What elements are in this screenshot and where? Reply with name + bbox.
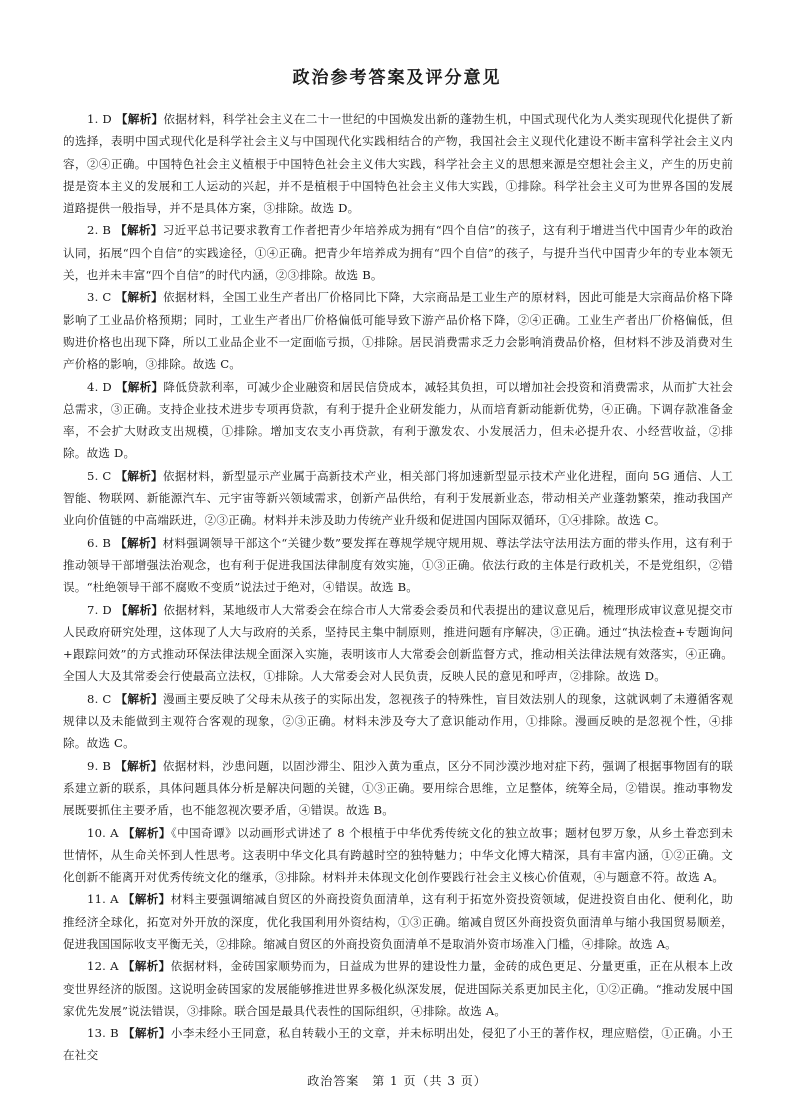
analysis-tag: 【解析】 <box>122 892 171 907</box>
analysis-tag: 【解析】 <box>122 1026 171 1041</box>
answer-text: 依据材料，科学社会主义在二十一世纪的中国焕发出新的蓬勃生机，中国式现代化为人类实现现代化提供了新的选择，表明中国式现代化是科学社会主义与中国现代化实践相结合的产物，我国社会主义现代化建设不断丰富科学社会主义内容，②④正确。中国特色社会主义植根于中国特色社会主义伟大实践，科学社会主义的思想来源是空想社会主义，产生的历史前提是资本主义的发展和工人运动的兴起，并不是植根于中国特色社会主义伟大实践，①排除。科学社会主义可为世界各国的发展道路提供一般指导，并不是具体方案，③排除。故选 D。 <box>63 112 733 216</box>
answer-text: 习近平总书记要求教育工作者把青少年培养成为拥有“四个自信”的孩子，这有利于增进当代中国青少年的政治认同，拓展“四个自信”的实践途径，①④正确。把青少年培养成为拥有“四个自信”的孩子，与提升当代中国青少年的专业本领无关，也并未丰富“四个自信”的时代内涵，②③排除。故选 B。 <box>63 223 733 283</box>
analysis-tag: 【解析】 <box>115 758 163 773</box>
page-title: 政治参考答案及评分意见 <box>292 68 502 88</box>
analysis-tag: 【解析】 <box>122 959 171 974</box>
answer-number: 7. D <box>87 602 112 617</box>
answer-text: 材料强调领导干部这个“关键少数”要发挥在尊规学规守规用规、尊法学法守法用法方面的带头作用，这有利于推动领导干部增强法治观念，也有利于促进我国法律制度有效实施，①③正确。依法行政的主体是行政机关，不是党组织，②错误。“杜绝领导干部不腐败不变质”说法过于绝对，④错误。故选 B。 <box>63 535 733 595</box>
answer-number: 3. C <box>87 290 112 305</box>
answer-item <box>63 219 733 286</box>
answer-text: 依据材料，全国工业生产者出厂价格同比下降，大宗商品是工业生产的原材料，因此可能是大宗商品价格下降影响了工业品价格预期；同时，工业生产者出厂价格偏低可能导致下游产品价格下降，②④正确。工业生产者出厂价格偏低，但购进价格也出现下降，所以工业品企业不一定面临亏损，①排除。居民消费需求乏力会影响消费品价格，但材料不涉及消费对生产价格的影响，③排除。故选 C。 <box>63 290 733 372</box>
answer-number: 5. C <box>87 468 112 483</box>
answer-item <box>63 599 733 688</box>
answer-item <box>63 822 733 889</box>
answer-item <box>63 376 733 465</box>
analysis-tag: 【解析】 <box>115 112 164 126</box>
answer-number: 8. C <box>87 691 112 706</box>
answer-text: 《中国奇谭》以动画形式讲述了 8 个根植于中华优秀传统文化的独立故事；题材包罗万象，从乡土眷恋到未世情怀，从生命关怀到人性思考。这表明中华文化具有跨越时空的独特魅力；中华文化博大精深，具有丰富内涵，①②正确。文化创新不能离开对优秀传统文化的继承，③排除。材料并未体现文化创作要践行社会主义核心价值观，④与题意不符。故选 A。 <box>63 825 733 885</box>
answer-text: 小李未经小王同意，私自转载小王的文章，并未标明出处，侵犯了小王的著作权，理应赔偿，①正确。小王在社交 <box>63 1026 733 1063</box>
answer-text: 材料主要强调缩减自贸区的外商投资负面清单，这有利于拓宽外资投资领域，促进投资自由化、便利化，助推经济全球化，拓宽对外开放的深度，优化我国利用外资结构，①③正确。缩减自贸区外商投资负面清单与缩小我国贸易顺差，促进我国国际收支平衡无关，②排除。缩减自贸区的外商投资负面清单不是取消外资市场准入门槛，④排除。故选 A。 <box>63 892 733 951</box>
answer-item <box>63 888 733 955</box>
answer-number: 4. D <box>87 379 112 394</box>
answer-number: 1. D <box>87 112 112 126</box>
analysis-tag: 【解析】 <box>122 825 171 840</box>
answer-text: 依据材料，某地级市人大常委会在综合市人大常委会委员和代表提出的建议意见后，梳理形成审议意见提交市人民政府研究处理，这体现了人大与政府的关系，坚持民主集中制原则，推进问题有序解决，③正确。通过“执法检查+专题询问+跟踪问效”的方式推动环保法律法规全面深入实施，表明该市人大常委会创新监督方式，推动相关法律法规有效落实，④正确。全国人大及其常委会行使最高立法权，①排除。人大常委会对人民负责，反映人民的意见和呼声，②排除。故选 D。 <box>63 602 733 684</box>
answer-item <box>63 465 733 532</box>
analysis-tag: 【解析】 <box>115 223 163 238</box>
answer-number: 10. A <box>87 825 119 840</box>
answer-text: 依据材料，金砖国家顺势而为，日益成为世界的建设性力量，金砖的成色更足、分量更重，正在从根本上改变世界经济的版图。这说明金砖国家的发展能够推进世界多极化纵深发展，促进国际关系更加民主化，①②正确。“推动发展中国家优先发展”说法错误，③排除。联合国是最具代表性的国际组织，④排除。故选 A。 <box>63 959 733 1018</box>
answer-number: 11. A <box>87 892 119 907</box>
analysis-tag: 【解析】 <box>115 468 163 483</box>
answer-number: 12. A <box>87 959 119 974</box>
answer-item <box>63 755 733 822</box>
page-footer: 政治答案 第 1 页（共 3 页） <box>307 1074 487 1088</box>
answer-item <box>63 1022 733 1067</box>
answer-text: 依据材料，新型显示产业属于高新技术产业，相关部门将加速新型显示技术产业化进程，面向 5G 通信、人工智能、物联网、新能源汽车、元宇宙等新兴领域需求，创新产品供给，有利于发展新业态，带动相关产业蓬勃繁荣，推动我国产业向价值链的中高端跃进，②③正确。材料并未涉及助力传统产业升级和促进国内国际双循环，①④排除。故选 C。 <box>63 468 733 528</box>
answer-number: 6. B <box>87 535 112 550</box>
answer-item <box>63 108 733 219</box>
answer-text: 漫画主要反映了父母未从孩子的实际出发，忽视孩子的特殊性，盲目效法别人的现象，这就讽刺了未遵循客观规律以及未能做到主观符合客观的现象，②③正确。材料未涉及夸大了意识能动作用，①排除。漫画反映的是忽视个性，④排除。故选 C。 <box>63 691 733 751</box>
analysis-tag: 【解析】 <box>115 290 163 305</box>
answer-text: 依据材料，沙患问题，以固沙滞尘、阻沙入黄为重点，区分不同沙漠沙地对症下药，强调了根据事物固有的联系建立新的联系，具体问题具体分析是解决问题的关键，①③正确。要用综合思维，立足整体，统筹全局，②错误。推动事物发展既要抓住主要矛盾，也不能忽视次要矛盾，④错误。故选 B。 <box>63 758 733 818</box>
answer-text: 降低贷款利率，可减少企业融资和居民信贷成本，减轻其负担，可以增加社会投资和消费需求，从而扩大社会总需求，③正确。支持企业技术进步专项再贷款，有利于提升企业研发能力，从而培育新动能新优势，④正确。下调存款准备金率，不会扩大财政支出规模，①排除。增加支农支小再贷款，有利于激发农、小发展活力，但未必提升农、小经营收益，②排除。故选 D。 <box>63 379 733 461</box>
analysis-tag: 【解析】 <box>115 691 163 706</box>
answer-number: 2. B <box>87 223 112 238</box>
answer-number: 9. B <box>87 758 112 773</box>
analysis-tag: 【解析】 <box>115 535 163 550</box>
answer-number: 13. B <box>87 1026 119 1041</box>
analysis-tag: 【解析】 <box>115 379 164 394</box>
answer-item <box>63 532 733 599</box>
answer-item <box>63 286 733 375</box>
answers-list <box>63 108 733 1067</box>
analysis-tag: 【解析】 <box>115 602 164 617</box>
answer-item <box>63 955 733 1022</box>
answer-item <box>63 688 733 755</box>
